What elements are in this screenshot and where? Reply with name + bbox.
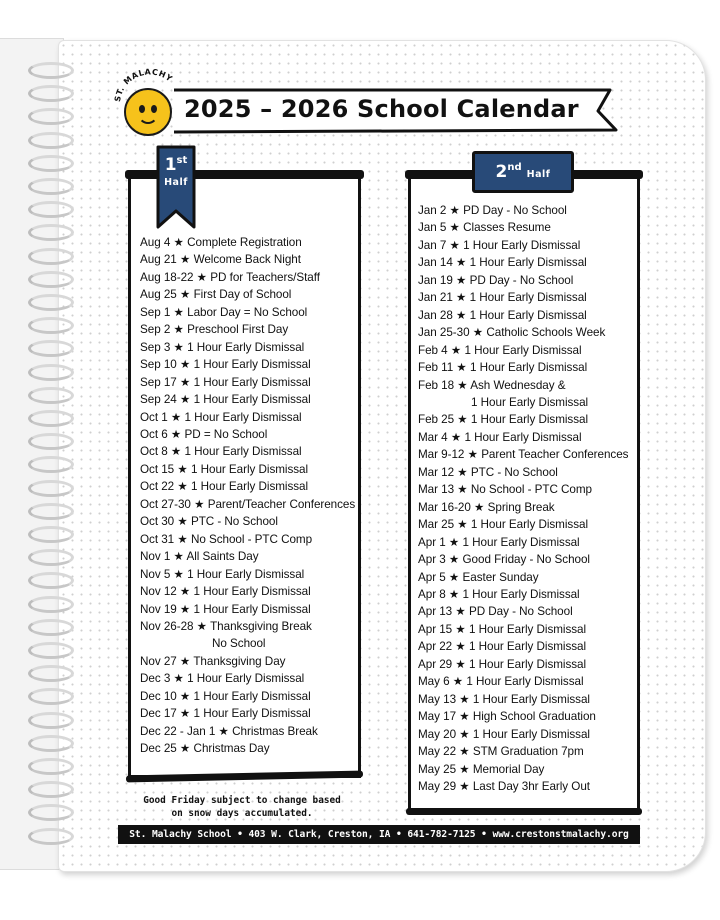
page-title: 2025 – 2026 School Calendar bbox=[184, 95, 579, 123]
event-item: Oct 22 ★ 1 Hour Early Dismissal bbox=[140, 480, 309, 494]
event-item: Sep 1 ★ Labor Day = No School bbox=[140, 305, 308, 319]
event-item: Feb 25 ★ 1 Hour Early Dismissal bbox=[418, 413, 589, 427]
binding-ring bbox=[28, 317, 74, 334]
binding-ring bbox=[28, 271, 74, 288]
event-item: Mar 12 ★ PTC - No School bbox=[418, 465, 558, 479]
event-item: Oct 8 ★ 1 Hour Early Dismissal bbox=[140, 445, 302, 459]
binding-ring bbox=[28, 712, 74, 729]
binding-ring bbox=[28, 503, 74, 520]
binding-ring bbox=[28, 456, 74, 473]
event-item: Nov 26-28 ★ Thanksgiving Break bbox=[140, 619, 312, 633]
binding-ring bbox=[28, 132, 74, 149]
event-item: Apr 5 ★ Easter Sunday bbox=[418, 570, 539, 584]
second-half-label: 2nd Half bbox=[472, 151, 574, 193]
event-item: Oct 15 ★ 1 Hour Early Dismissal bbox=[140, 462, 309, 476]
event-item: Oct 6 ★ PD = No School bbox=[140, 427, 268, 441]
event-item: Apr 15 ★ 1 Hour Early Dismissal bbox=[418, 622, 587, 636]
event-item: May 6 ★ 1 Hour Early Dismissal bbox=[418, 675, 584, 689]
event-item: Feb 11 ★ 1 Hour Early Dismissal bbox=[418, 361, 588, 375]
event-item: Sep 17 ★ 1 Hour Early Dismissal bbox=[140, 375, 311, 389]
event-item: Dec 25 ★ Christmas Day bbox=[140, 742, 270, 756]
event-item: Nov 12 ★ 1 Hour Early Dismissal bbox=[140, 585, 311, 599]
event-item: 1 Hour Early Dismissal bbox=[471, 395, 589, 409]
binding-ring bbox=[28, 364, 74, 381]
binding-ring bbox=[28, 178, 74, 195]
event-item: Nov 5 ★ 1 Hour Early Dismissal bbox=[140, 567, 305, 581]
binding-ring bbox=[28, 224, 74, 241]
event-item: Dec 17 ★ 1 Hour Early Dismissal bbox=[140, 707, 311, 721]
event-item: May 25 ★ Memorial Day bbox=[418, 762, 545, 776]
binding-ring bbox=[28, 758, 74, 775]
binding-ring bbox=[28, 294, 74, 311]
binding-ring bbox=[28, 248, 74, 265]
binding-ring bbox=[28, 735, 74, 752]
event-item: Mar 4 ★ 1 Hour Early Dismissal bbox=[418, 430, 582, 444]
event-item: Aug 18-22 ★ PD for Teachers/Staff bbox=[140, 270, 320, 284]
binding-ring bbox=[28, 340, 74, 357]
event-item: Jan 7 ★ 1 Hour Early Dismissal bbox=[418, 238, 581, 252]
event-item: May 17 ★ High School Graduation bbox=[418, 710, 596, 724]
binding-ring bbox=[28, 108, 74, 125]
event-item: Aug 25 ★ First Day of School bbox=[140, 288, 292, 302]
binding-ring bbox=[28, 526, 74, 543]
event-item: Jan 28 ★ 1 Hour Early Dismissal bbox=[418, 308, 587, 322]
binding-ring bbox=[28, 433, 74, 450]
event-item: Sep 10 ★ 1 Hour Early Dismissal bbox=[140, 358, 311, 372]
binding-ring bbox=[28, 688, 74, 705]
event-item: Nov 19 ★ 1 Hour Early Dismissal bbox=[140, 602, 311, 616]
binding-ring bbox=[28, 596, 74, 613]
event-item: May 13 ★ 1 Hour Early Dismissal bbox=[418, 692, 590, 706]
event-item: Mar 16-20 ★ Spring Break bbox=[418, 500, 555, 514]
binding-ring bbox=[28, 62, 74, 79]
event-item: Feb 4 ★ 1 Hour Early Dismissal bbox=[418, 343, 582, 357]
event-item: Jan 14 ★ 1 Hour Early Dismissal bbox=[418, 256, 587, 270]
binding-ring bbox=[28, 387, 74, 404]
event-item: Sep 3 ★ 1 Hour Early Dismissal bbox=[140, 340, 305, 354]
binding-ring bbox=[28, 828, 74, 845]
event-item: Apr 1 ★ 1 Hour Early Dismissal bbox=[418, 535, 580, 549]
event-item: Jan 25-30 ★ Catholic Schools Week bbox=[418, 326, 606, 340]
event-item: Jan 5 ★ Classes Resume bbox=[418, 221, 551, 235]
first-half-event-list bbox=[140, 234, 355, 758]
event-item: Apr 3 ★ Good Friday - No School bbox=[418, 553, 590, 567]
event-item: Dec 10 ★ 1 Hour Early Dismissal bbox=[140, 689, 311, 703]
event-item: Aug 21 ★ Welcome Back Night bbox=[140, 253, 301, 267]
event-item: Dec 22 - Jan 1 ★ Christmas Break bbox=[140, 724, 318, 738]
second-half-event-list bbox=[418, 202, 628, 795]
binding-ring bbox=[28, 410, 74, 427]
event-item: May 29 ★ Last Day 3hr Early Out bbox=[418, 779, 590, 793]
event-item: Feb 18 ★ Ash Wednesday & bbox=[418, 378, 566, 392]
spiral-binding-icon bbox=[28, 62, 74, 852]
binding-ring bbox=[28, 619, 74, 636]
event-item: Apr 8 ★ 1 Hour Early Dismissal bbox=[418, 587, 580, 601]
binding-ring bbox=[28, 155, 74, 172]
event-item: May 22 ★ STM Graduation 7pm bbox=[418, 745, 584, 759]
event-item: Apr 29 ★ 1 Hour Early Dismissal bbox=[418, 657, 587, 671]
event-item: Oct 27-30 ★ Parent/Teacher Conferences bbox=[140, 497, 356, 511]
event-item: Sep 24 ★ 1 Hour Early Dismissal bbox=[140, 393, 311, 407]
event-item: Sep 2 ★ Preschool First Day bbox=[140, 323, 289, 337]
event-item: Nov 1 ★ All Saints Day bbox=[140, 550, 259, 564]
first-half-label: 1st Half bbox=[164, 155, 188, 188]
event-item: Jan 21 ★ 1 Hour Early Dismissal bbox=[418, 291, 587, 305]
school-arc-label: ST. MALACHY bbox=[112, 67, 175, 103]
event-item: Oct 31 ★ No School - PTC Comp bbox=[140, 532, 313, 546]
binding-ring bbox=[28, 549, 74, 566]
binding-ring bbox=[28, 201, 74, 218]
binding-ring bbox=[28, 480, 74, 497]
binding-ring bbox=[28, 572, 74, 589]
binding-ring bbox=[28, 665, 74, 682]
binding-ring bbox=[28, 85, 74, 102]
event-item: Oct 30 ★ PTC - No School bbox=[140, 515, 278, 529]
smiley-face-icon bbox=[124, 88, 172, 136]
event-item: Mar 13 ★ No School - PTC Comp bbox=[418, 483, 593, 497]
event-item: May 20 ★ 1 Hour Early Dismissal bbox=[418, 727, 590, 741]
event-item: Aug 4 ★ Complete Registration bbox=[140, 236, 302, 249]
event-item: Apr 13 ★ PD Day - No School bbox=[418, 605, 573, 619]
binding-ring bbox=[28, 804, 74, 821]
event-item: Mar 9-12 ★ Parent Teacher Conferences bbox=[418, 448, 629, 462]
binding-ring bbox=[28, 642, 74, 659]
good-friday-note: Good Friday subject to change based on snow days accumulated. bbox=[143, 795, 341, 819]
event-item: Jan 2 ★ PD Day - No School bbox=[418, 204, 567, 217]
event-item: Oct 1 ★ 1 Hour Early Dismissal bbox=[140, 410, 302, 424]
event-item: No School bbox=[212, 637, 266, 651]
event-item: Apr 22 ★ 1 Hour Early Dismissal bbox=[418, 640, 587, 654]
event-item: Nov 27 ★ Thanksgiving Day bbox=[140, 654, 286, 668]
contact-footer: St. Malachy School • 403 W. Clark, Creston, IA • 641-782-7125 • www.crestonstmalachy.org bbox=[118, 825, 640, 844]
event-item: Jan 19 ★ PD Day - No School bbox=[418, 273, 574, 287]
event-item: Mar 25 ★ 1 Hour Early Dismissal bbox=[418, 518, 588, 532]
binding-ring bbox=[28, 781, 74, 798]
event-item: Dec 3 ★ 1 Hour Early Dismissal bbox=[140, 672, 305, 686]
